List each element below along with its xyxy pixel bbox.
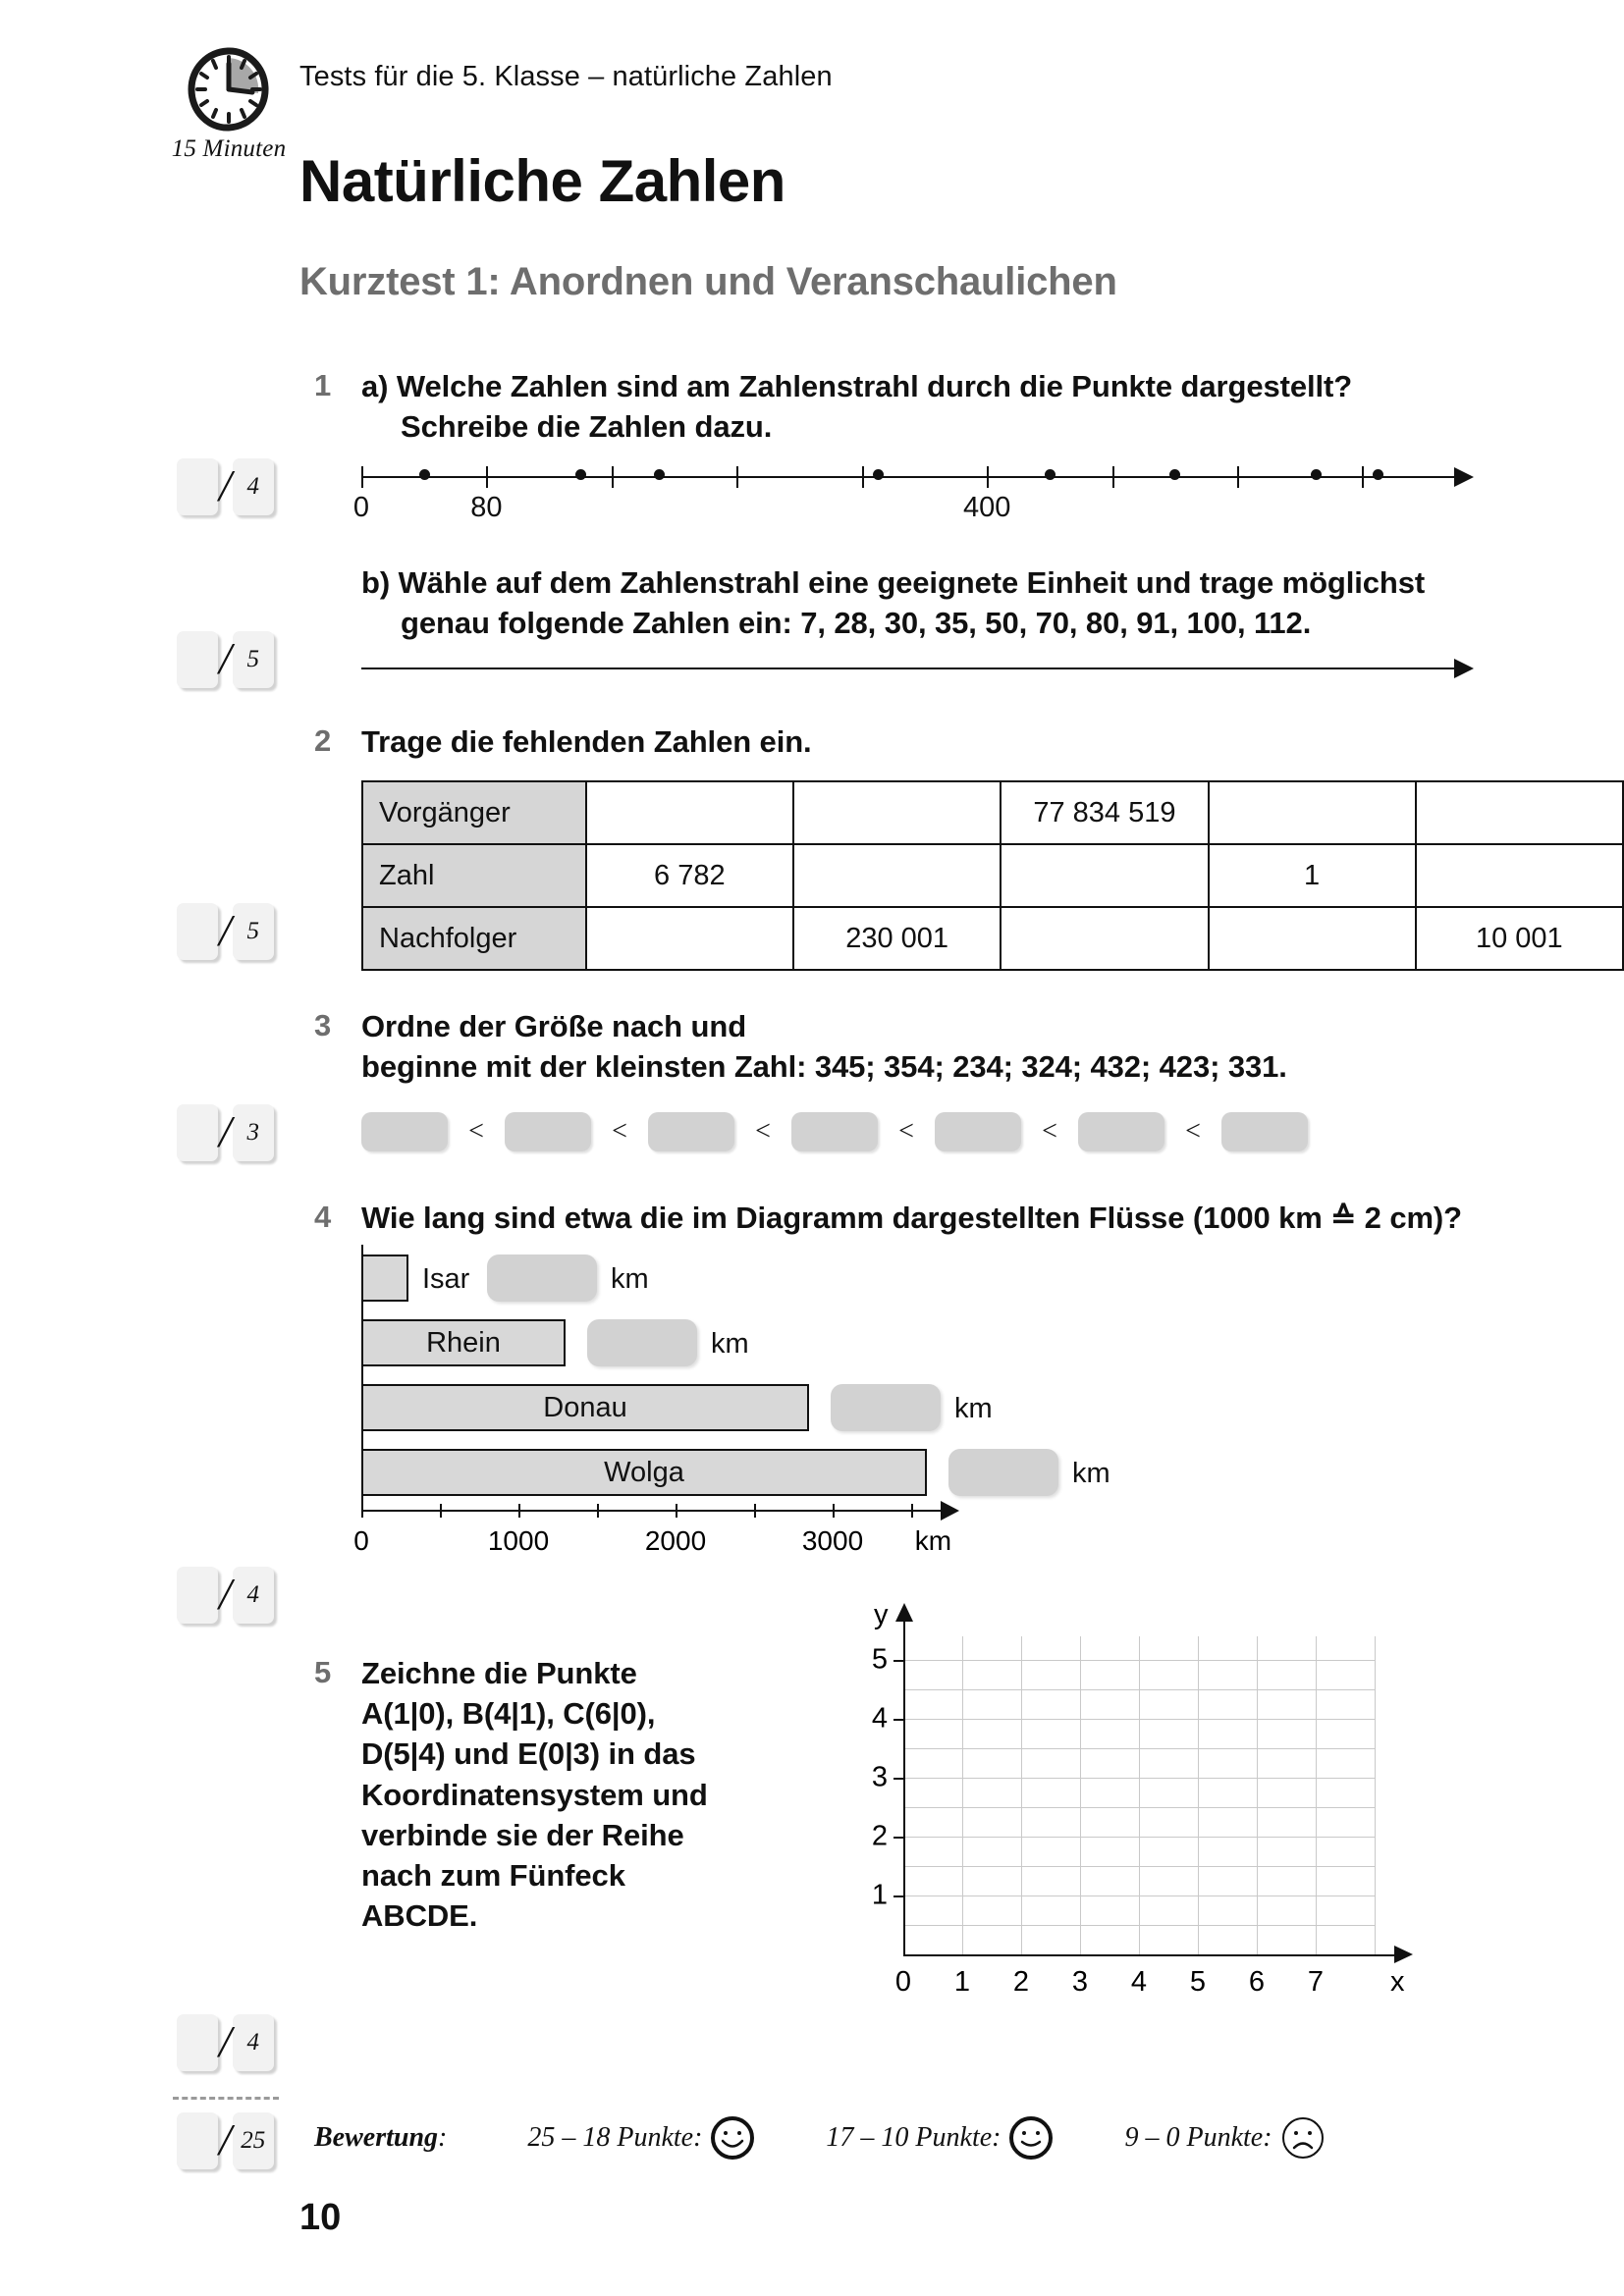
less-than-symbol: < — [612, 1116, 627, 1147]
coordinate-x-tick-label: 1 — [953, 1966, 971, 1998]
score-slash: / — [219, 632, 232, 683]
score-max-3: 3 — [233, 1104, 274, 1161]
less-than-symbol: < — [468, 1116, 484, 1147]
exercise-5-text — [361, 1653, 734, 1937]
grid-line-vertical — [962, 1636, 963, 1954]
coordinate-x-axis-label: x — [1390, 1966, 1405, 1998]
score-slash: / — [219, 904, 232, 955]
clock-icon — [188, 47, 270, 132]
number-line-label: 80 — [470, 492, 503, 523]
chart-x-tick — [676, 1504, 677, 1518]
table-cell[interactable]: 1 — [1209, 844, 1416, 907]
grid-line-horizontal — [903, 1837, 1375, 1838]
score-slash: / — [219, 2015, 232, 2066]
coordinate-x-tick-label: 0 — [894, 1966, 912, 1998]
number-line-tick — [361, 466, 363, 488]
score-box-5[interactable] — [177, 2014, 274, 2071]
ordering-answer-box[interactable] — [791, 1112, 878, 1151]
ordering-answer-box[interactable] — [1221, 1112, 1308, 1151]
neutral-face-icon — [1008, 2115, 1054, 2161]
bewertung-range-label: 25 – 18 Punkte: — [527, 2122, 703, 2153]
score-divider — [173, 2097, 279, 2100]
grid-line-vertical — [1080, 1636, 1081, 1954]
score-max-5: 4 — [233, 2014, 274, 2071]
ordering-answer-box[interactable] — [1078, 1112, 1164, 1151]
score-slash: / — [219, 1568, 232, 1619]
table-cell[interactable]: 77 834 519 — [1001, 781, 1208, 844]
river-bar-chart — [353, 1245, 1110, 1556]
bewertung-range-label: 9 – 0 Punkte: — [1124, 2122, 1272, 2153]
number-line-tick — [486, 466, 488, 488]
exercise-5-line-3: D(5|4) und E(0|3) in das — [361, 1736, 696, 1772]
bewertung-range-label: 17 – 10 Punkte: — [826, 2122, 1001, 2153]
running-head: Tests für die 5. Klasse – natürliche Zahlen — [299, 61, 833, 92]
table-cell[interactable] — [586, 907, 793, 970]
score-max-1a: 4 — [233, 458, 274, 515]
score-box-4[interactable] — [177, 1567, 274, 1624]
coordinate-y-tick-label: 4 — [871, 1702, 888, 1735]
table-row-header: Vorgänger — [362, 781, 586, 844]
number-line-exercise-1a[interactable] — [352, 456, 1481, 535]
chart-bar — [361, 1255, 408, 1302]
number-line-tick — [862, 466, 864, 488]
chart-answer-box[interactable] — [587, 1319, 697, 1366]
score-input-2[interactable] — [177, 903, 218, 960]
coordinate-y-tick — [893, 1660, 903, 1662]
chart-x-tick — [754, 1504, 756, 1518]
exercise-2-text: Trage die fehlenden Zahlen ein. — [361, 724, 812, 759]
chart-answer-unit: km — [711, 1328, 749, 1360]
exercise-1a-line2: Schreibe die Zahlen dazu. — [401, 409, 773, 445]
number-line-tick — [1112, 466, 1114, 488]
less-than-symbol: < — [1042, 1116, 1057, 1147]
score-input-1a[interactable] — [177, 458, 218, 515]
number-line-b-arrow-icon — [1454, 659, 1474, 678]
grid-line-horizontal — [903, 1748, 1375, 1749]
grid-line-vertical — [1375, 1636, 1376, 1954]
coordinate-y-tick-label: 3 — [871, 1761, 888, 1793]
grid-line-horizontal — [903, 1660, 1375, 1661]
coordinate-x-tick-label: 6 — [1248, 1966, 1266, 1998]
number-line-point — [873, 469, 884, 480]
chart-bar: Donau — [361, 1384, 809, 1431]
number-line-tick — [987, 466, 989, 488]
exercise-5-number: 5 — [314, 1655, 332, 1689]
score-max-1b: 5 — [233, 631, 274, 688]
grid-line-horizontal — [903, 1925, 1375, 1926]
coordinate-x-axis — [903, 1954, 1396, 1956]
score-box-1b[interactable] — [177, 631, 274, 688]
number-line-label: 400 — [962, 492, 1011, 523]
chart-answer-box[interactable] — [487, 1255, 597, 1302]
table-cell[interactable] — [793, 844, 1001, 907]
chart-answer-unit: km — [1072, 1458, 1110, 1489]
grid-line-vertical — [1257, 1636, 1258, 1954]
coordinate-x-tick-label: 5 — [1189, 1966, 1207, 1998]
table-row — [362, 907, 1623, 970]
exercise-5-line-7: ABCDE. — [361, 1898, 478, 1934]
ordering-answer-box[interactable] — [361, 1112, 448, 1151]
chart-x-tick-label: 0 — [353, 1525, 369, 1556]
sad-face-icon — [1280, 2115, 1326, 2161]
coordinate-y-tick-label: 1 — [871, 1879, 888, 1911]
chart-x-tick — [911, 1504, 913, 1518]
number-line-label: 0 — [352, 492, 370, 523]
number-line-tick — [1362, 466, 1364, 488]
number-line-point — [1373, 469, 1383, 480]
page-number: 10 — [299, 2197, 342, 2238]
bewertung-label: Bewertung — [314, 2122, 439, 2153]
coordinate-y-axis-label: y — [874, 1599, 889, 1630]
exercise-3-line2: beginne mit der kleinsten Zahl: 345; 354; 234; 324; 432; 423; 331. — [361, 1049, 1287, 1085]
grid-line-horizontal — [903, 1807, 1375, 1808]
chart-answer-unit: km — [954, 1393, 993, 1424]
chart-x-tick — [361, 1504, 363, 1518]
ordering-answer-row[interactable] — [361, 1112, 1308, 1151]
chart-x-axis-arrow-icon — [941, 1501, 959, 1521]
score-input-1b[interactable] — [177, 631, 218, 688]
number-line-point — [1311, 469, 1322, 480]
coordinate-x-axis-arrow-icon — [1394, 1946, 1413, 1963]
coordinate-y-axis-arrow-icon — [895, 1603, 913, 1622]
number-line-a-arrow-icon — [1454, 467, 1474, 487]
time-badge-label: 15 Minuten — [171, 135, 287, 162]
score-max-2: 5 — [233, 903, 274, 960]
table-cell[interactable] — [1001, 844, 1208, 907]
exercise-4-number: 4 — [314, 1200, 332, 1234]
number-table[interactable] — [361, 780, 1624, 971]
page-title: Natürliche Zahlen — [299, 148, 785, 214]
score-max-total: 25 — [233, 2112, 274, 2169]
exercise-1a-text — [361, 366, 1352, 447]
exercise-1b-line2: genau folgende Zahlen ein: 7, 28, 30, 35, 50, 70, 80, 91, 100, 112. — [401, 606, 1312, 641]
number-line-point — [1045, 469, 1056, 480]
coordinate-system[interactable] — [864, 1599, 1405, 2017]
chart-x-tick — [597, 1504, 599, 1518]
score-box-3[interactable] — [177, 1104, 274, 1161]
number-line-point — [419, 469, 430, 480]
chart-x-tick-label: 2000 — [644, 1525, 707, 1556]
exercise-1b-line1: b) Wähle auf dem Zahlenstrahl eine geeignete Einheit und trage möglichst — [361, 565, 1426, 600]
number-line-b-axis — [361, 667, 1456, 669]
chart-x-tick-label: 1000 — [487, 1525, 550, 1556]
chart-x-tick — [440, 1504, 442, 1518]
number-line-tick — [736, 466, 738, 488]
chart-x-tick — [833, 1504, 835, 1518]
table-row-header: Nachfolger — [362, 907, 586, 970]
coordinate-y-tick — [893, 1837, 903, 1839]
coordinate-x-tick-label: 2 — [1012, 1966, 1030, 1998]
less-than-symbol: < — [898, 1116, 914, 1147]
time-badge — [165, 47, 293, 163]
exercise-1a-line1: a) Welche Zahlen sind am Zahlenstrahl durch die Punkte dargestellt? — [361, 369, 1353, 403]
chart-bar: Wolga — [361, 1449, 927, 1496]
ordering-answer-box[interactable] — [648, 1112, 734, 1151]
grid-line-horizontal — [903, 1689, 1375, 1690]
grid-line-horizontal — [903, 1719, 1375, 1720]
ordering-answer-box[interactable] — [935, 1112, 1021, 1151]
grid-line-vertical — [1316, 1636, 1317, 1954]
chart-x-tick — [518, 1504, 520, 1518]
score-input-3[interactable] — [177, 1104, 218, 1161]
score-input-5[interactable] — [177, 2014, 218, 2071]
number-line-point — [1169, 469, 1180, 480]
coordinate-y-tick — [893, 1778, 903, 1780]
chart-x-axis-unit-label: km — [914, 1525, 952, 1556]
chart-answer-box[interactable] — [831, 1384, 941, 1431]
grid-line-vertical — [1139, 1636, 1140, 1954]
ordering-answer-box[interactable] — [505, 1112, 591, 1151]
table-cell[interactable] — [1209, 907, 1416, 970]
table-cell[interactable]: 10 001 — [1416, 907, 1623, 970]
table-cell[interactable] — [1416, 844, 1623, 907]
number-line-a-axis — [361, 476, 1456, 478]
exercise-3-line1: Ordne der Größe nach und — [361, 1009, 747, 1043]
number-line-tick — [612, 466, 614, 488]
coordinate-y-tick — [893, 1719, 903, 1721]
exercise-4-text: Wie lang sind etwa die im Diagramm dargestellten Flüsse (1000 km ≙ 2 cm)? — [361, 1201, 1462, 1235]
grid-line-vertical — [1021, 1636, 1022, 1954]
coordinate-x-tick-label: 3 — [1071, 1966, 1089, 1998]
coordinate-y-tick-label: 2 — [871, 1820, 888, 1852]
exercise-5-line-2: A(1|0), B(4|1), C(6|0), — [361, 1696, 656, 1732]
number-line-point — [575, 469, 586, 480]
page-subtitle: Kurztest 1: Anordnen und Veranschaulichen — [299, 260, 1117, 303]
score-box-total[interactable] — [177, 2112, 274, 2169]
chart-x-tick-label: 3000 — [801, 1525, 864, 1556]
bewertung-row — [314, 2115, 1326, 2161]
coordinate-y-tick-label: 5 — [871, 1643, 888, 1676]
less-than-symbol: < — [1185, 1116, 1201, 1147]
score-slash: / — [219, 2113, 232, 2164]
happy-face-icon — [710, 2115, 755, 2161]
exercise-5-line-1: Zeichne die Punkte — [361, 1656, 637, 1690]
exercise-5-line-6: nach zum Fünfeck — [361, 1858, 625, 1894]
table-row-header: Zahl — [362, 844, 586, 907]
score-box-2[interactable] — [177, 903, 274, 960]
table-row — [362, 781, 1623, 844]
exercise-5-line-4: Koordinatensystem und — [361, 1777, 708, 1812]
score-slash: / — [219, 1105, 232, 1156]
table-cell[interactable] — [1001, 907, 1208, 970]
table-cell[interactable] — [1416, 781, 1623, 844]
coordinate-y-axis — [903, 1621, 905, 1956]
grid-line-vertical — [1198, 1636, 1199, 1954]
chart-bar-label: Isar — [422, 1263, 470, 1295]
score-box-1a[interactable] — [177, 458, 274, 515]
bewertung-colon: : — [438, 2122, 448, 2153]
score-input-4[interactable] — [177, 1567, 218, 1624]
exercise-2-number: 2 — [314, 723, 332, 758]
chart-answer-unit: km — [611, 1263, 649, 1295]
exercise-1-number: 1 — [314, 368, 332, 402]
number-line-exercise-1b[interactable] — [361, 648, 1481, 687]
chart-bar: Rhein — [361, 1319, 566, 1366]
table-cell[interactable] — [586, 781, 793, 844]
exercise-5-line-5: verbinde sie der Reihe — [361, 1817, 684, 1852]
exercise-1b-text — [361, 562, 1425, 643]
table-cell[interactable] — [793, 781, 1001, 844]
number-line-point — [654, 469, 665, 480]
number-line-tick — [1237, 466, 1239, 488]
coordinate-x-tick-label: 7 — [1307, 1966, 1325, 1998]
table-cell[interactable]: 6 782 — [586, 844, 793, 907]
table-cell[interactable] — [1209, 781, 1416, 844]
chart-x-axis — [361, 1510, 943, 1512]
grid-line-horizontal — [903, 1778, 1375, 1779]
chart-answer-box[interactable] — [948, 1449, 1058, 1496]
less-than-symbol: < — [755, 1116, 771, 1147]
score-input-total[interactable] — [177, 2112, 218, 2169]
coordinate-x-tick-label: 4 — [1130, 1966, 1148, 1998]
exercise-3-text — [361, 1006, 1287, 1087]
score-max-4: 4 — [233, 1567, 274, 1624]
coordinate-y-tick — [893, 1896, 903, 1897]
score-slash: / — [219, 459, 232, 510]
table-row — [362, 844, 1623, 907]
table-cell[interactable]: 230 001 — [793, 907, 1001, 970]
grid-line-horizontal — [903, 1866, 1375, 1867]
exercise-3-number: 3 — [314, 1008, 332, 1042]
